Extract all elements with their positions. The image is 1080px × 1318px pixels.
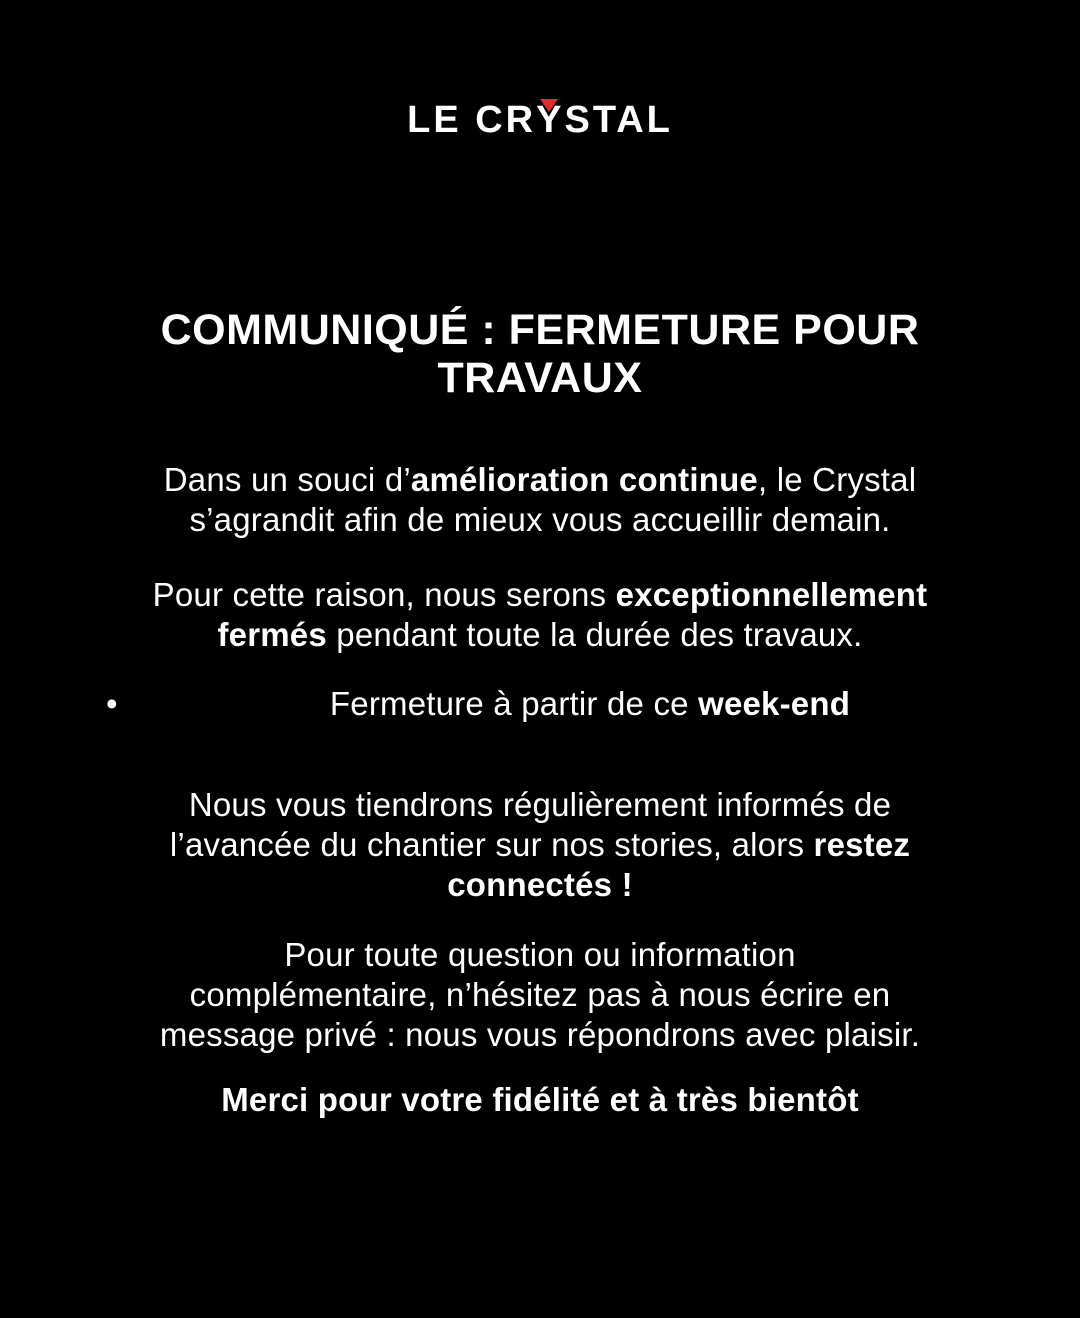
text-line: connectés !	[447, 866, 633, 903]
headline-line-2: TRAVAUX	[437, 354, 643, 402]
logo-y-glyph: Y	[536, 99, 565, 141]
closing-message: Merci pour votre fidélité et à très bientôt	[221, 1081, 859, 1118]
text-line: Nous vous tiendrons régulièrement informés de	[188, 786, 892, 823]
text-line: message privé : nous vous répondrons avec plaisir.	[159, 1016, 921, 1053]
bullet-item-closure-date	[0, 684, 1080, 724]
text-line: s’agrandit afin de mieux vous accueillir demain.	[189, 501, 891, 538]
logo-text-suffix: STAL	[564, 99, 673, 141]
text-line: Dans un souci d’amélioration continue, le Crystal	[163, 461, 917, 498]
logo-triangle-icon	[540, 99, 558, 112]
paragraph-updates	[0, 785, 1080, 905]
text-line: Pour toute question ou information	[284, 936, 796, 973]
paragraph-improvement	[0, 460, 1080, 540]
text-line: complémentaire, n’hésitez pas à nous écrire en	[189, 976, 891, 1013]
paragraph-contact	[0, 935, 1080, 1055]
headline-line-1: COMMUNIQUÉ : FERMETURE POUR	[160, 306, 920, 354]
bullet-marker: •	[106, 685, 118, 722]
brand-logo	[0, 98, 1080, 142]
text-line: Fermeture à partir de ce week-end	[329, 685, 851, 722]
logo-text-prefix: LE CR	[407, 99, 537, 141]
text-line: l’avancée du chantier sur nos stories, alors restez	[169, 826, 911, 863]
text-line: Pour cette raison, nous serons exceptionnellement	[152, 576, 928, 613]
headline	[0, 306, 1080, 402]
bullet-text	[100, 684, 1080, 724]
text-line: fermés pendant toute la durée des travaux.	[217, 616, 863, 653]
paragraph-closure	[0, 575, 1080, 655]
logo-letter-y	[536, 98, 564, 142]
